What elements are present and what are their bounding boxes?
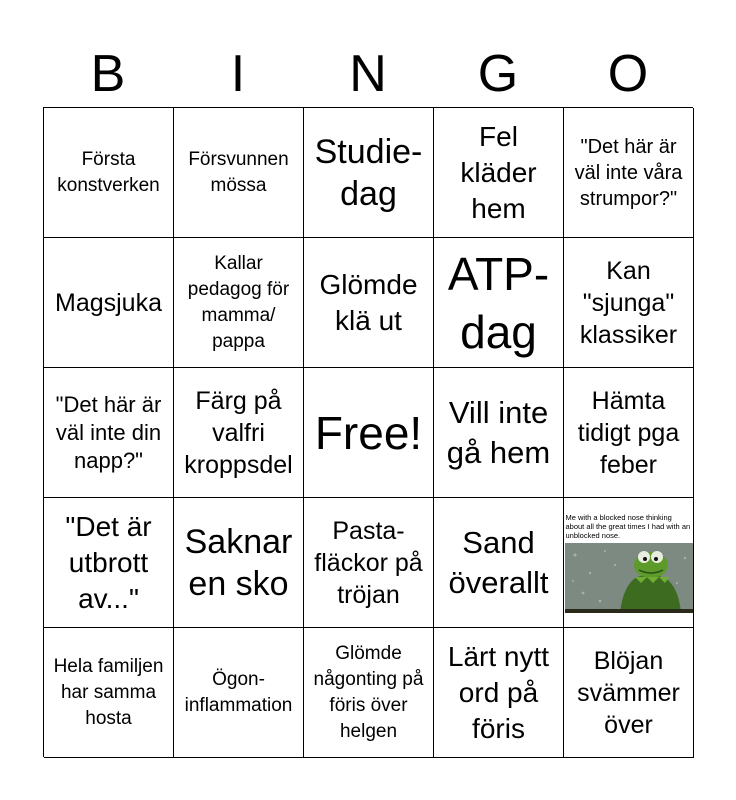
bingo-cell[interactable]	[44, 108, 174, 238]
bingo-cell[interactable]	[304, 498, 434, 628]
cell-text: Sand överallt	[448, 524, 549, 600]
cell-text: Färg på valfri kroppsdel	[184, 386, 293, 479]
bingo-cell[interactable]	[564, 368, 694, 498]
cell-text: ATP-dag	[447, 247, 550, 358]
bingo-cell[interactable]	[174, 628, 304, 758]
kermit-window-icon	[565, 543, 693, 613]
cell-text: Vill inte gå hem	[446, 394, 551, 470]
bingo-cell[interactable]	[44, 498, 174, 628]
bingo-cell[interactable]	[434, 238, 564, 368]
cell-text: "Det är utbrott av..."	[65, 510, 152, 614]
cell-text: Glömde klä ut	[319, 268, 418, 336]
header-letter-n: N	[349, 45, 387, 103]
cell-text: "Det här är väl inte våra strumpor?"	[574, 135, 683, 210]
cell-text: Hämta tidigt pga feber	[577, 386, 680, 479]
bingo-grid	[43, 107, 693, 757]
bingo-cell[interactable]	[434, 108, 564, 238]
bingo-cell[interactable]	[174, 108, 304, 238]
header-letter-o: O	[607, 45, 649, 103]
header-letter-g: G	[477, 45, 519, 103]
meme-caption: Me with a blocked nose thinking about all the great times I had with an unblocked nose.	[565, 512, 691, 540]
bingo-header	[43, 44, 693, 104]
bingo-cell[interactable]	[304, 628, 434, 758]
header-letter-b: B	[90, 45, 126, 103]
free-space-text: Free!	[314, 406, 423, 459]
cell-text: Blöjan svämmer över	[577, 646, 680, 739]
bingo-cell[interactable]	[44, 628, 174, 758]
bingo-cell[interactable]	[174, 368, 304, 498]
free-space-cell[interactable]	[304, 368, 434, 498]
cell-text: Lärt nytt ord på föris	[447, 640, 550, 744]
cell-text: "Det här är väl inte din napp?"	[55, 391, 162, 473]
bingo-cell[interactable]	[434, 628, 564, 758]
header-letter-i: I	[230, 45, 246, 103]
bingo-cell[interactable]	[304, 238, 434, 368]
bingo-cell[interactable]	[304, 108, 434, 238]
bingo-cell[interactable]	[564, 628, 694, 758]
cell-text: Kan "sjunga" klassiker	[579, 256, 678, 349]
cell-text: Saknar en sko	[184, 522, 293, 603]
cell-text: Ögon-inflammation	[184, 668, 293, 716]
cell-text: Studie-dag	[314, 132, 423, 213]
bingo-cell[interactable]	[564, 108, 694, 238]
bingo-cell[interactable]	[174, 238, 304, 368]
cell-text: Kallar pedagog för mamma/ pappa	[187, 252, 290, 352]
cell-text: Försvunnen mössa	[188, 148, 289, 196]
bingo-cell[interactable]	[564, 238, 694, 368]
bingo-cell[interactable]	[434, 368, 564, 498]
bingo-cell-image[interactable]	[564, 498, 694, 628]
bingo-cell[interactable]	[174, 498, 304, 628]
meme-photo	[565, 543, 693, 613]
meme-image	[565, 513, 693, 613]
cell-text: Glömde någonting på föris över helgen	[313, 642, 424, 742]
cell-text: Magsjuka	[55, 288, 162, 317]
bingo-cell[interactable]	[44, 368, 174, 498]
cell-text: Hela familjen har samma hosta	[53, 655, 164, 729]
cell-text: Fel kläder hem	[460, 120, 537, 224]
bingo-cell[interactable]	[44, 238, 174, 368]
bingo-cell[interactable]	[434, 498, 564, 628]
cell-text: Första konstverken	[57, 148, 160, 196]
cell-text: Pasta-fläckor på tröjan	[314, 516, 423, 609]
